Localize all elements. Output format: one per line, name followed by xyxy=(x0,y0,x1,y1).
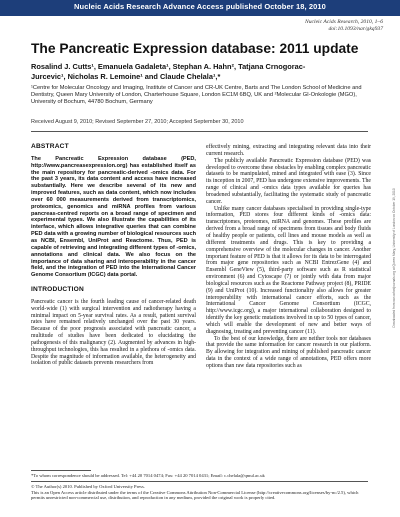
body-paragraph: effectively mining, extracting and integrating relevant data into their current research. xyxy=(206,144,371,157)
introduction-heading: INTRODUCTION xyxy=(31,286,84,294)
author-list xyxy=(31,62,381,81)
received-dates: Received August 9, 2010; Revised September 27, 2010; Accepted September 30, 2010 xyxy=(31,119,244,125)
download-note: Downloaded from nar.oxfordjournals.org at Queen Mary, University of London on October 19, 2010 xyxy=(392,188,396,328)
banner-text: Nucleic Acids Research Advance Access published October 18, 2010 xyxy=(74,2,326,11)
citation-line: Nucleic Acids Research, 2010, 1–6 xyxy=(305,19,383,25)
abstract-text: The Pancreatic Expression database (PED, http://www.pancreasexpression.org) has established itself as the main repository for pancreatic-derived -omics data. For the past 3 years, its data content and access have increased substantially. Here we describe several of its new and improved features, such as data content, which now includes over 60 000 measurements derived from transcriptomics, proteomics, genomics and miRNA profiles from various pancreas-centred reports on a broad range of specimen and experimental types. We also illustrate the capabilities of its interface, which allows integrative queries that can combine PED data with a growing number of biological resources such as NCBI, Ensembl, UniProt and Reactome. Thus, PED is capable of retrieving and integrating different types of -omics, annotations and clinical data. We also focus on the importance of data sharing and interoperability in the cancer field, and the integration of PED into the International Cancer Genome Consortium (ICGC) data portal. xyxy=(31,155,196,279)
left-column xyxy=(31,144,196,367)
journal-citation xyxy=(203,19,383,32)
license-divider xyxy=(31,481,368,482)
body-paragraph: To the best of our knowledge, there are neither tools nor databases that provide the same information for cancer research in our platform. By allowing for integration and mining of published pancreatic cancer data in the context of a wide range of annotations, PED offers more options than raw data repositories such as xyxy=(206,335,371,369)
affiliations: ¹Centre for Molecular Oncology and Imaging, Institute of Cancer and CR-UK Centre, Barts and The London School of Medicine and Dentistry, Queen Mary University of London, Charterhouse Square, London EC1M 6BQ, UK and ²Molecular GI-Onkologie (MGO), University of Bochum, 44780 Bochum, Germany xyxy=(31,85,362,106)
paper-title: The Pancreatic Expression database: 2011 update xyxy=(31,41,359,56)
body-paragraph: The publicly available Pancreatic Expression database (PED) was developed to overcome these obstacles by enabling complex pancreatic datasets to be manipulated, mined and integrated with ease (3). Since its inception in 2007, PED has undergone extensive improvements. The range of clinical and -omics data types available for queries has broadened substantially, facilitating the systematic study of pancreatic cancer. xyxy=(206,157,371,205)
advance-access-banner xyxy=(0,0,400,16)
correspondence-note: *To whom correspondence should be addressed. Tel: +44 20 7014 0474; Fax: +44 20 7014 0431; Email: c.chelala@qmul.ac.uk xyxy=(31,473,265,478)
abstract-heading: ABSTRACT xyxy=(31,143,69,150)
body-paragraph: Unlike many cancer databases specialised in providing single-type information, PED stores four different kinds of -omics data: transcriptomes, proteomes, miRNA and genomes. These profiles are derived from a broad range of specimens from tissues and body fluids of healthy people or patients, cell lines and mouse models as well as different treatments and drugs. This is key to providing a comprehensive overview of the molecular changes in cancer. Another important feature of PED is that it allows for its data to be interrogated from major gene repositories such as NCBI EntrezGene (4) and Ensembl GeneView (5), third-party software such as R statistical environment (6) and Cytoscape (7) or jointly with data from major biological resources such as the Reactome Pathway project (8), PRIDE (9) and UniProt (10). Increased functionality also allows for greater interoperability with international cancer efforts, such as the International Cancer Genome Consortium (ICGC, http://www.icgc.org), a major international collaboration designed to identify the key genetic mutations involved in up to 50 types of cancer, which will enable the development of new and better ways of diagnosing, treating and preventing cancer (11). xyxy=(206,205,371,335)
introduction-text: Pancreatic cancer is the fourth leading cause of cancer-related death world-wide (1) with surgical intervention and radiotherapy having a minimal impact on 5-year survival rates. As a result, patient survival rates have remained relatively unchanged over the past 30 years. Because of the poor prognosis associated with pancreatic cancer, a multitude of studies have been dedicated to elucidating the pathogenesis of this malignancy (2). Augmented by advances in high-throughput technologies, this has resulted in a plethora of -omics data. Despite the magnitude of information available, the heterogeneity and isolation of public datasets prevents researchers from xyxy=(31,298,196,367)
header-divider xyxy=(31,131,368,132)
footnote-divider xyxy=(31,470,91,471)
authors-line-2: Jurcevic¹, Nicholas R. Lemoine¹ and Claude Chelala¹,* xyxy=(31,71,221,81)
authors-line-1: Rosalind J. Cutts¹, Emanuela Gadaleta¹, Stephan A. Hahn², Tatjana Crnogorac- xyxy=(31,62,306,71)
download-sidebar xyxy=(392,170,398,350)
copyright-note: © The Author(s) 2010. Published by Oxford University Press. xyxy=(31,484,145,489)
license-note: This is an Open Access article distributed under the terms of the Creative Commons Attribution Non-Commercial License (http://creativecommons.org/licenses/by-nc/2.5), which permits unrestricted non-commercial use, distribution, and reproduction in any medium, provided the original work is properly cited. xyxy=(31,490,359,501)
right-column xyxy=(206,144,371,370)
doi-line: doi:10.1093/nar/gkq937 xyxy=(328,25,383,32)
